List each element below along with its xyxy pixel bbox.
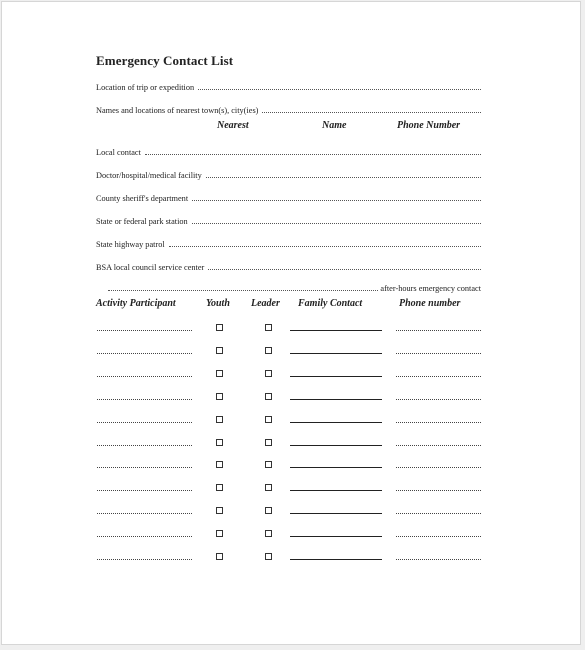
participant-name-blank[interactable]: [97, 467, 192, 468]
youth-checkbox[interactable]: [216, 439, 223, 446]
after-hours-field[interactable]: [96, 279, 481, 293]
participant-name-blank[interactable]: [97, 559, 192, 560]
location-label: Location of trip or expedition: [96, 83, 195, 92]
participant-name-blank[interactable]: [97, 399, 192, 400]
youth-checkbox[interactable]: [216, 370, 223, 377]
after-hours-blank[interactable]: [108, 290, 378, 291]
table-row: [2, 551, 582, 565]
header-family-contact: Family Contact: [298, 298, 363, 309]
bsa-council-field[interactable]: [96, 258, 481, 272]
location-field[interactable]: [96, 78, 481, 92]
local-contact-label: Local contact: [96, 148, 141, 157]
participant-name-blank[interactable]: [97, 536, 192, 537]
header-youth: Youth: [206, 298, 230, 309]
phone-number-blank[interactable]: [396, 353, 481, 354]
youth-checkbox[interactable]: [216, 393, 223, 400]
family-contact-blank[interactable]: [290, 467, 382, 468]
phone-number-blank[interactable]: [396, 330, 481, 331]
form-title: Emergency Contact List: [96, 53, 234, 68]
phone-number-blank[interactable]: [396, 445, 481, 446]
family-contact-blank[interactable]: [290, 399, 382, 400]
doctor-label: Doctor/hospital/medical facility: [96, 171, 202, 180]
leader-checkbox[interactable]: [265, 416, 272, 423]
family-contact-blank[interactable]: [290, 376, 382, 377]
doctor-field[interactable]: [96, 166, 481, 180]
table-row: [2, 459, 582, 473]
local-contact-blank[interactable]: [145, 154, 481, 155]
highway-patrol-field[interactable]: [96, 235, 481, 249]
youth-checkbox[interactable]: [216, 553, 223, 560]
phone-number-blank[interactable]: [396, 559, 481, 560]
doctor-blank[interactable]: [206, 177, 481, 178]
table-row: [2, 437, 582, 451]
leader-checkbox[interactable]: [265, 347, 272, 354]
participant-name-blank[interactable]: [97, 376, 192, 377]
table-row: [2, 505, 582, 519]
family-contact-blank[interactable]: [290, 422, 382, 423]
table-row: [2, 345, 582, 359]
bsa-council-label: BSA local council service center: [96, 263, 205, 272]
leader-checkbox[interactable]: [265, 484, 272, 491]
youth-checkbox[interactable]: [216, 416, 223, 423]
youth-checkbox[interactable]: [216, 507, 223, 514]
park-station-label: State or federal park station: [96, 217, 188, 226]
leader-checkbox[interactable]: [265, 324, 272, 331]
header-phone-number: Phone number: [399, 298, 461, 309]
table-row: [2, 528, 582, 542]
phone-number-blank[interactable]: [396, 422, 481, 423]
table-row: [2, 391, 582, 405]
local-contact-field[interactable]: [96, 143, 481, 157]
leader-checkbox[interactable]: [265, 553, 272, 560]
youth-checkbox[interactable]: [216, 530, 223, 537]
family-contact-blank[interactable]: [290, 445, 382, 446]
table-row: [2, 414, 582, 428]
participant-name-blank[interactable]: [97, 445, 192, 446]
phone-number-blank[interactable]: [396, 513, 481, 514]
leader-checkbox[interactable]: [265, 393, 272, 400]
park-station-blank[interactable]: [192, 223, 481, 224]
family-contact-blank[interactable]: [290, 330, 382, 331]
header-activity-participant: Activity Participant: [96, 298, 176, 309]
nearest-towns-blank[interactable]: [262, 112, 481, 113]
family-contact-blank[interactable]: [290, 513, 382, 514]
family-contact-blank[interactable]: [290, 559, 382, 560]
phone-number-blank[interactable]: [396, 399, 481, 400]
sheriff-blank[interactable]: [192, 200, 481, 201]
form-page: [1, 1, 581, 645]
leader-checkbox[interactable]: [265, 530, 272, 537]
phone-number-blank[interactable]: [396, 536, 481, 537]
participant-name-blank[interactable]: [97, 422, 192, 423]
phone-number-blank[interactable]: [396, 467, 481, 468]
table-row: [2, 368, 582, 382]
phone-number-blank[interactable]: [396, 490, 481, 491]
column-phone-number: Phone Number: [397, 120, 461, 131]
column-name: Name: [322, 120, 347, 131]
leader-checkbox[interactable]: [265, 461, 272, 468]
sheriff-label: County sheriff's department: [96, 194, 189, 203]
sheriff-field[interactable]: [96, 189, 481, 203]
nearest-towns-field[interactable]: [96, 101, 481, 115]
youth-checkbox[interactable]: [216, 461, 223, 468]
family-contact-blank[interactable]: [290, 353, 382, 354]
youth-checkbox[interactable]: [216, 324, 223, 331]
youth-checkbox[interactable]: [216, 347, 223, 354]
participant-name-blank[interactable]: [97, 513, 192, 514]
column-nearest: Nearest: [217, 120, 249, 131]
leader-checkbox[interactable]: [265, 439, 272, 446]
phone-number-blank[interactable]: [396, 376, 481, 377]
family-contact-blank[interactable]: [290, 490, 382, 491]
bsa-council-blank[interactable]: [208, 269, 481, 270]
nearest-towns-label: Names and locations of nearest town(s), city(ies): [96, 106, 259, 115]
location-blank[interactable]: [198, 89, 481, 90]
highway-patrol-blank[interactable]: [169, 246, 481, 247]
header-leader: Leader: [251, 298, 280, 309]
youth-checkbox[interactable]: [216, 484, 223, 491]
leader-checkbox[interactable]: [265, 507, 272, 514]
park-station-field[interactable]: [96, 212, 481, 226]
leader-checkbox[interactable]: [265, 370, 272, 377]
participant-name-blank[interactable]: [97, 490, 192, 491]
participant-name-blank[interactable]: [97, 353, 192, 354]
table-row: [2, 482, 582, 496]
participant-name-blank[interactable]: [97, 330, 192, 331]
after-hours-label: after-hours emergency contact: [380, 284, 481, 293]
highway-patrol-label: State highway patrol: [96, 240, 165, 249]
table-row: [2, 322, 582, 336]
family-contact-blank[interactable]: [290, 536, 382, 537]
